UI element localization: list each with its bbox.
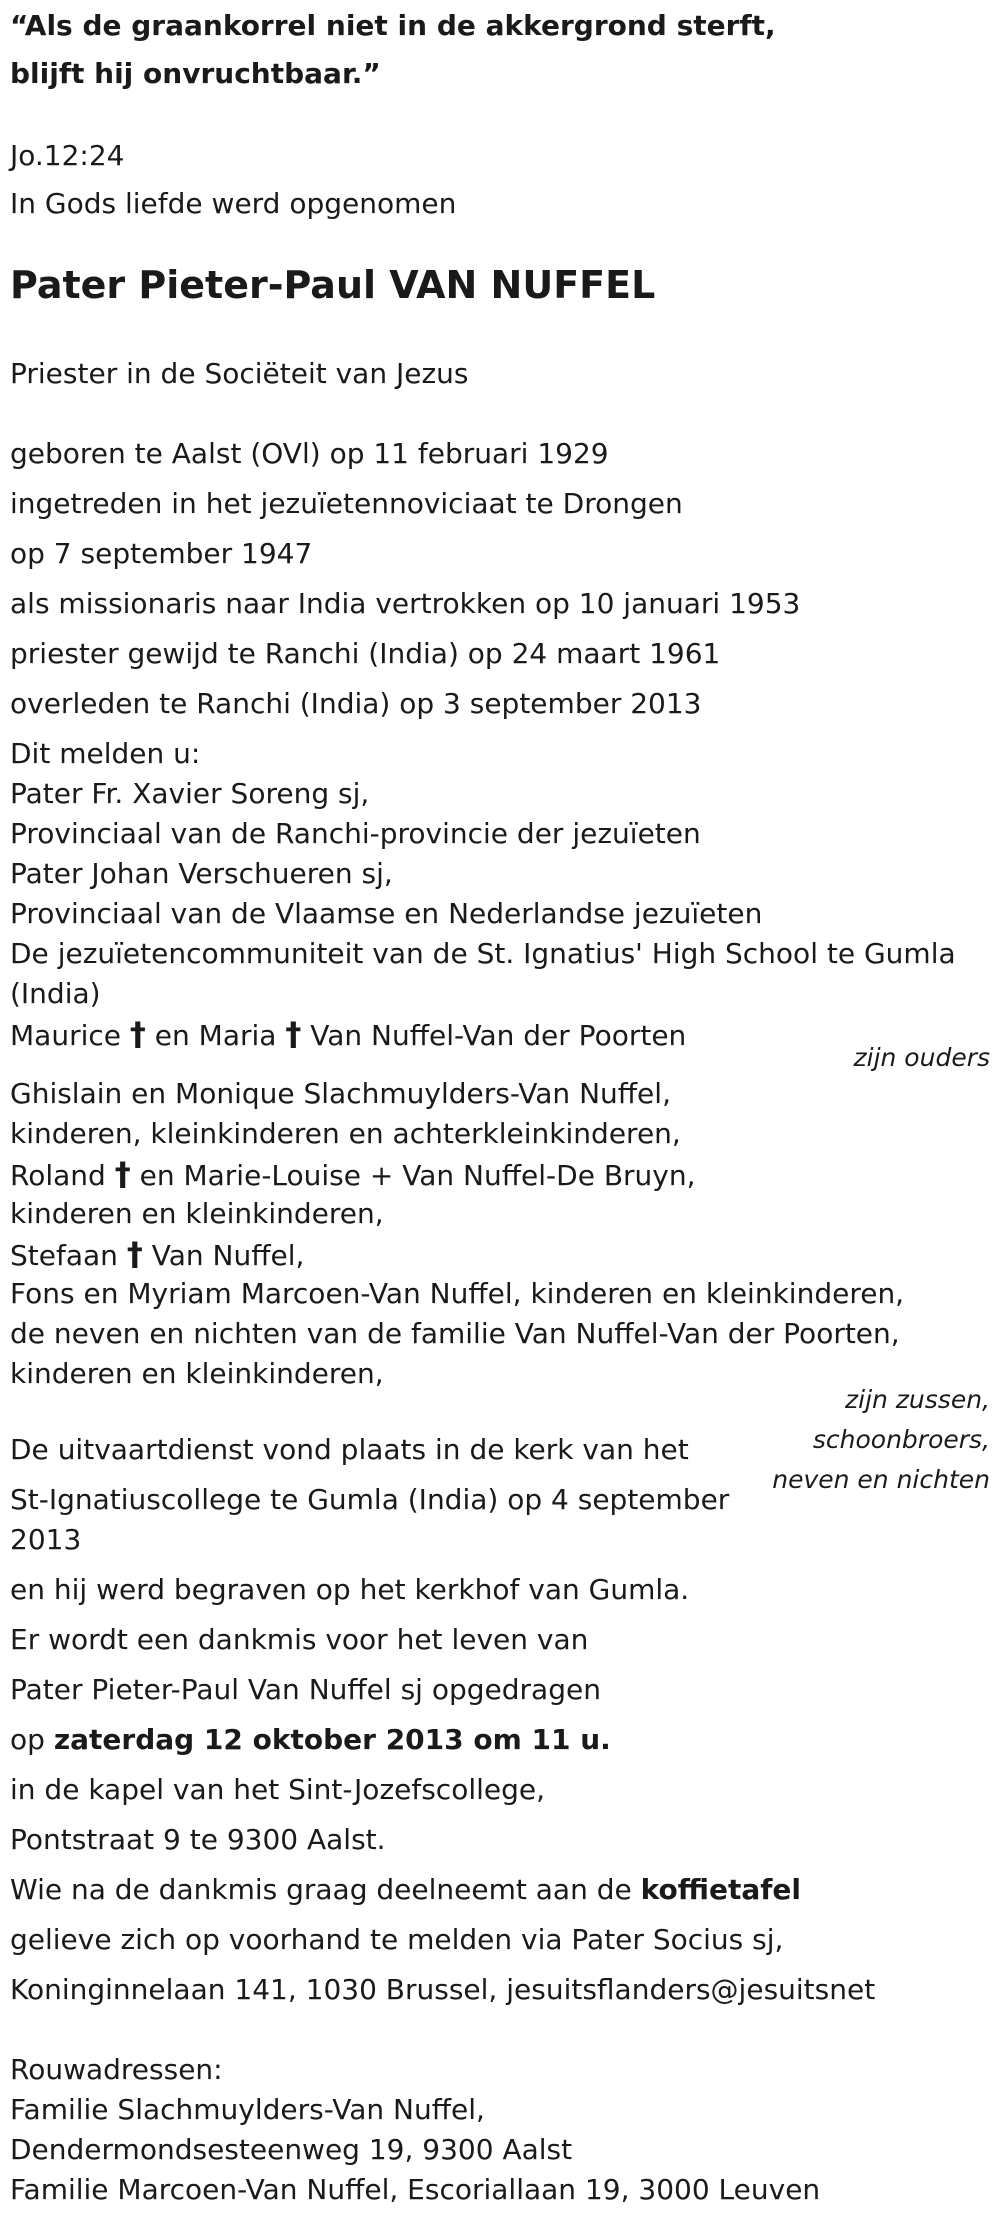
life-event: op 7 september 1947 [10,537,313,570]
quote-line-1: “Als de graankorrel niet in de akkergrond sterft, [10,9,776,42]
cross-icon: † [126,1235,143,1273]
family-line: kinderen en kleinkinderen, [10,1197,384,1230]
bible-reference: Jo.12:24 [10,139,125,172]
parents-line: Maurice † en Maria † Van Nuffel-Van der Poorten [10,1015,687,1053]
siblings-label: neven en nichten [772,1465,990,1494]
family-line: Roland † en Marie-Louise + Van Nuffel-De Bruyn, [10,1155,696,1193]
service-line: gelieve zich op voorhand te melden via Pater Socius sj, [10,1923,784,1956]
service-date-line: op zaterdag 12 oktober 2013 om 11 u. [10,1723,611,1756]
announce-line: Pater Fr. Xavier Soreng sj, [10,777,370,810]
coffee-line: Wie na de dankmis graag deelneemt aan de koffietafel [10,1873,801,1906]
siblings-label: zijn zussen, [845,1385,990,1414]
service-line: Pontstraat 9 te 9300 Aalst. [10,1823,386,1856]
service-line: Er wordt een dankmis voor het leven van [10,1623,589,1656]
family-line: kinderen en kleinkinderen, [10,1357,384,1390]
parents-label: zijn ouders [853,1043,990,1072]
announce-line: Provinciaal van de Vlaamse en Nederlandse jezuïeten [10,897,763,930]
service-line: Pater Pieter-Paul Van Nuffel sj opgedragen [10,1673,601,1706]
deceased-name: Pater Pieter-Paul VAN NUFFEL [10,263,656,307]
family-line: Stefaan † Van Nuffel, [10,1235,305,1273]
life-event: priester gewijd te Ranchi (India) op 24 maart 1961 [10,637,721,670]
family-line: Fons en Myriam Marcoen-Van Nuffel, kinderen en kleinkinderen, [10,1277,905,1310]
role-text: Priester in de Sociëteit van Jezus [10,357,469,390]
addresses-heading: Rouwadressen: [10,2053,223,2086]
life-event: ingetreden in het jezuïetennoviciaat te Drongen [10,487,683,520]
service-line: in de kapel van het Sint-Jozefscollege, [10,1773,546,1806]
family-line: Ghislain en Monique Slachmuylders-Van Nuffel, [10,1077,671,1110]
service-line: Koninginnelaan 141, 1030 Brussel, jesuitsflanders@jesuitsnet [10,1973,876,2006]
cross-icon: † [285,1015,302,1053]
siblings-label: schoonbroers, [812,1425,990,1454]
announce-heading: Dit melden u: [10,737,201,770]
service-line: De uitvaartdienst vond plaats in de kerk van het [10,1433,689,1466]
address-line: Familie Marcoen-Van Nuffel, Escoriallaan 19, 3000 Leuven [10,2173,821,2206]
announce-line: Provinciaal van de Ranchi-provincie der jezuïeten [10,817,701,850]
address-line: Familie Slachmuylders-Van Nuffel, [10,2093,485,2126]
cross-icon: † [114,1155,131,1193]
announce-line: (India) [10,977,101,1010]
service-line: St-Ignatiuscollege te Gumla (India) op 4 september [10,1483,730,1516]
life-event: als missionaris naar India vertrokken op 10 januari 1953 [10,587,801,620]
announce-line: Pater Johan Verschueren sj, [10,857,393,890]
cross-icon: † [129,1015,146,1053]
family-line: de neven en nichten van de familie Van Nuffel-Van der Poorten, [10,1317,900,1350]
service-line: 2013 [10,1523,82,1556]
announce-line: De jezuïetencommuniteit van de St. Ignatius' High School te Gumla [10,937,956,970]
family-line: kinderen, kleinkinderen en achterkleinkinderen, [10,1117,681,1150]
life-event: geboren te Aalst (OVl) op 11 februari 1929 [10,437,609,470]
service-date: zaterdag 12 oktober 2013 om 11 u. [53,1723,611,1756]
intro-text: In Gods liefde werd opgenomen [10,187,457,220]
life-event: overleden te Ranchi (India) op 3 september 2013 [10,687,702,720]
quote-line-2: blijft hij onvruchtbaar.” [10,57,381,90]
address-line: Dendermondsesteenweg 19, 9300 Aalst [10,2133,573,2166]
coffee-table-text: koffietafel [640,1873,801,1906]
service-line: en hij werd begraven op het kerkhof van Gumla. [10,1573,690,1606]
